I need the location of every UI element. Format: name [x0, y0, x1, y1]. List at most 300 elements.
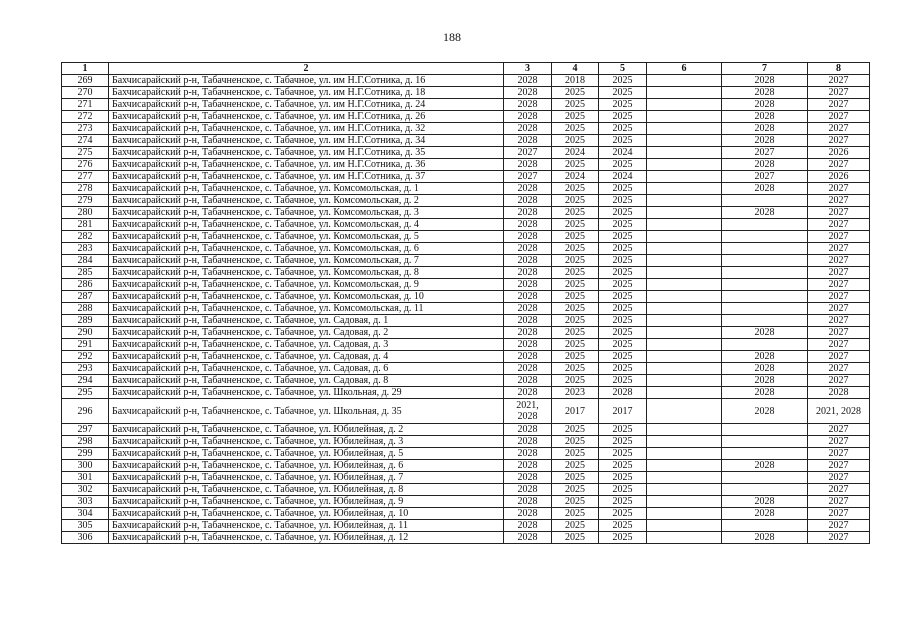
col4-cell: 2025 [552, 472, 599, 484]
col6-cell [647, 291, 722, 303]
table-row [62, 111, 870, 123]
col3-cell: 2028 [504, 87, 552, 99]
col6-cell [647, 135, 722, 147]
col3-cell: 2028 [504, 183, 552, 195]
col6-cell [647, 484, 722, 496]
address-cell: Бахчисарайский р-н, Табачненское, с. Табачное, ул. им Н.Г.Сотника, д. 36 [109, 159, 504, 171]
col5-cell: 2025 [599, 219, 647, 231]
col6-cell [647, 375, 722, 387]
header-cell-6: 6 [647, 63, 722, 75]
table-row [62, 279, 870, 291]
col8-cell: 2027 [808, 123, 870, 135]
col3-cell: 2028 [504, 135, 552, 147]
row-number-cell: 301 [62, 472, 109, 484]
col5-cell: 2025 [599, 375, 647, 387]
col3-cell: 2028 [504, 243, 552, 255]
col8-cell: 2027 [808, 448, 870, 460]
col6-cell [647, 219, 722, 231]
col5-cell: 2025 [599, 195, 647, 207]
col6-cell [647, 279, 722, 291]
col6-cell [647, 75, 722, 87]
address-cell: Бахчисарайский р-н, Табачненское, с. Табачное, ул. Юбилейная, д. 10 [109, 508, 504, 520]
row-number-cell: 275 [62, 147, 109, 159]
col7-cell: 2028 [722, 375, 808, 387]
table-row [62, 243, 870, 255]
col7-cell [722, 291, 808, 303]
row-number-cell: 305 [62, 520, 109, 532]
col3-cell: 2028 [504, 207, 552, 219]
col8-cell: 2027 [808, 532, 870, 544]
col3-cell: 2028 [504, 123, 552, 135]
col7-cell [722, 279, 808, 291]
row-number-cell: 296 [62, 399, 109, 424]
table-row [62, 87, 870, 99]
table-row [62, 135, 870, 147]
col4-cell: 2025 [552, 291, 599, 303]
row-number-cell: 279 [62, 195, 109, 207]
address-cell: Бахчисарайский р-н, Табачненское, с. Табачное, ул. им Н.Г.Сотника, д. 37 [109, 171, 504, 183]
row-number-cell: 284 [62, 255, 109, 267]
row-number-cell: 295 [62, 387, 109, 399]
col4-cell: 2025 [552, 484, 599, 496]
col8-cell: 2027 [808, 520, 870, 532]
table-row [62, 532, 870, 544]
col5-cell: 2025 [599, 460, 647, 472]
col7-cell: 2028 [722, 327, 808, 339]
col3-cell: 2028 [504, 339, 552, 351]
col4-cell: 2025 [552, 496, 599, 508]
col4-cell: 2025 [552, 87, 599, 99]
col6-cell [647, 243, 722, 255]
col8-cell: 2027 [808, 255, 870, 267]
col4-cell: 2025 [552, 460, 599, 472]
table-row [62, 219, 870, 231]
col4-cell: 2025 [552, 123, 599, 135]
col4-cell: 2025 [552, 436, 599, 448]
row-number-cell: 298 [62, 436, 109, 448]
col6-cell [647, 327, 722, 339]
col4-cell: 2025 [552, 219, 599, 231]
table-row [62, 508, 870, 520]
row-number-cell: 291 [62, 339, 109, 351]
col5-cell: 2025 [599, 231, 647, 243]
col8-cell: 2027 [808, 75, 870, 87]
col5-cell: 2025 [599, 159, 647, 171]
address-cell: Бахчисарайский р-н, Табачненское, с. Табачное, ул. Садовая, д. 3 [109, 339, 504, 351]
col8-cell: 2027 [808, 159, 870, 171]
col7-cell [722, 484, 808, 496]
col5-cell: 2025 [599, 207, 647, 219]
page-number: 188 [443, 30, 461, 44]
row-number-cell: 273 [62, 123, 109, 135]
address-cell: Бахчисарайский р-н, Табачненское, с. Табачное, ул. им Н.Г.Сотника, д. 26 [109, 111, 504, 123]
header-cell-7: 7 [722, 63, 808, 75]
address-cell: Бахчисарайский р-н, Табачненское, с. Табачное, ул. Юбилейная, д. 12 [109, 532, 504, 544]
col6-cell [647, 147, 722, 159]
col8-cell: 2027 [808, 279, 870, 291]
table-row [62, 520, 870, 532]
address-cell: Бахчисарайский р-н, Табачненское, с. Табачное, ул. Садовая, д. 2 [109, 327, 504, 339]
header-cell-1: 1 [62, 63, 109, 75]
address-cell: Бахчисарайский р-н, Табачненское, с. Табачное, ул. им Н.Г.Сотника, д. 16 [109, 75, 504, 87]
table-row [62, 231, 870, 243]
col3-cell: 2028 [504, 99, 552, 111]
col7-cell: 2028 [722, 111, 808, 123]
header-cell-4: 4 [552, 63, 599, 75]
table-row [62, 171, 870, 183]
row-number-cell: 276 [62, 159, 109, 171]
col4-cell: 2018 [552, 75, 599, 87]
col4-cell: 2025 [552, 255, 599, 267]
col5-cell: 2024 [599, 147, 647, 159]
col7-cell: 2028 [722, 363, 808, 375]
col4-cell: 2025 [552, 532, 599, 544]
col8-cell: 2027 [808, 351, 870, 363]
col6-cell [647, 111, 722, 123]
col7-cell [722, 339, 808, 351]
col7-cell [722, 315, 808, 327]
col8-cell: 2028 [808, 387, 870, 399]
col6-cell [647, 315, 722, 327]
col8-cell: 2027 [808, 99, 870, 111]
row-number-cell: 299 [62, 448, 109, 460]
col7-cell: 2027 [722, 171, 808, 183]
col4-cell: 2025 [552, 195, 599, 207]
col3-cell: 2028 [504, 351, 552, 363]
col5-cell: 2025 [599, 255, 647, 267]
col7-cell: 2028 [722, 135, 808, 147]
col5-cell: 2025 [599, 135, 647, 147]
table-row [62, 472, 870, 484]
col7-cell: 2028 [722, 99, 808, 111]
table-row [62, 496, 870, 508]
col3-cell: 2028 [504, 327, 552, 339]
col3-cell: 2028 [504, 363, 552, 375]
address-cell: Бахчисарайский р-н, Табачненское, с. Табачное, ул. Комсомольская, д. 5 [109, 231, 504, 243]
col5-cell: 2025 [599, 267, 647, 279]
address-cell: Бахчисарайский р-н, Табачненское, с. Табачное, ул. Юбилейная, д. 8 [109, 484, 504, 496]
col3-cell: 2028 [504, 231, 552, 243]
col8-cell: 2027 [808, 339, 870, 351]
col7-cell [722, 303, 808, 315]
table-row [62, 195, 870, 207]
col8-cell: 2027 [808, 327, 870, 339]
col8-cell: 2027 [808, 315, 870, 327]
table-row [62, 327, 870, 339]
col4-cell: 2025 [552, 520, 599, 532]
address-cell: Бахчисарайский р-н, Табачненское, с. Табачное, ул. Комсомольская, д. 10 [109, 291, 504, 303]
col6-cell [647, 496, 722, 508]
col3-cell: 2028 [504, 436, 552, 448]
row-number-cell: 270 [62, 87, 109, 99]
table-row [62, 255, 870, 267]
col6-cell [647, 339, 722, 351]
col4-cell: 2024 [552, 147, 599, 159]
address-cell: Бахчисарайский р-н, Табачненское, с. Табачное, ул. Комсомольская, д. 3 [109, 207, 504, 219]
row-number-cell: 288 [62, 303, 109, 315]
col6-cell [647, 207, 722, 219]
col5-cell: 2025 [599, 315, 647, 327]
col4-cell: 2025 [552, 231, 599, 243]
col4-cell: 2024 [552, 171, 599, 183]
col5-cell: 2025 [599, 424, 647, 436]
col3-cell: 2028 [504, 111, 552, 123]
col3-cell: 2028 [504, 219, 552, 231]
address-cell: Бахчисарайский р-н, Табачненское, с. Табачное, ул. Юбилейная, д. 5 [109, 448, 504, 460]
col8-cell: 2027 [808, 303, 870, 315]
col8-cell: 2027 [808, 472, 870, 484]
row-number-cell: 285 [62, 267, 109, 279]
header-cell-5: 5 [599, 63, 647, 75]
col4-cell: 2025 [552, 351, 599, 363]
col5-cell: 2025 [599, 111, 647, 123]
col5-cell: 2025 [599, 291, 647, 303]
col5-cell: 2025 [599, 351, 647, 363]
table-body [62, 75, 870, 544]
table-row [62, 375, 870, 387]
table-row [62, 183, 870, 195]
row-number-cell: 292 [62, 351, 109, 363]
col7-cell [722, 520, 808, 532]
table-row [62, 339, 870, 351]
row-number-cell: 278 [62, 183, 109, 195]
col6-cell [647, 159, 722, 171]
row-number-cell: 302 [62, 484, 109, 496]
row-number-cell: 286 [62, 279, 109, 291]
table-row [62, 267, 870, 279]
address-cell: Бахчисарайский р-н, Табачненское, с. Табачное, ул. Садовая, д. 4 [109, 351, 504, 363]
col6-cell [647, 351, 722, 363]
col5-cell: 2024 [599, 171, 647, 183]
col7-cell [722, 448, 808, 460]
col6-cell [647, 255, 722, 267]
row-number-cell: 281 [62, 219, 109, 231]
address-cell: Бахчисарайский р-н, Табачненское, с. Табачное, ул. Комсомольская, д. 9 [109, 279, 504, 291]
address-cell: Бахчисарайский р-н, Табачненское, с. Табачное, ул. Юбилейная, д. 11 [109, 520, 504, 532]
col4-cell: 2025 [552, 327, 599, 339]
address-cell: Бахчисарайский р-н, Табачненское, с. Табачное, ул. им Н.Г.Сотника, д. 34 [109, 135, 504, 147]
table-row [62, 147, 870, 159]
address-cell: Бахчисарайский р-н, Табачненское, с. Табачное, ул. им Н.Г.Сотника, д. 24 [109, 99, 504, 111]
table-row [62, 363, 870, 375]
col3-cell: 2028 [504, 267, 552, 279]
row-number-cell: 274 [62, 135, 109, 147]
col4-cell: 2025 [552, 243, 599, 255]
header-cell-3: 3 [504, 63, 552, 75]
row-number-cell: 289 [62, 315, 109, 327]
col8-cell: 2027 [808, 484, 870, 496]
col7-cell: 2028 [722, 75, 808, 87]
row-number-cell: 297 [62, 424, 109, 436]
col7-cell: 2028 [722, 508, 808, 520]
col5-cell: 2025 [599, 496, 647, 508]
col5-cell: 2025 [599, 75, 647, 87]
col3-cell: 2027 [504, 171, 552, 183]
col6-cell [647, 399, 722, 424]
table-row [62, 460, 870, 472]
table-row [62, 448, 870, 460]
table-row [62, 387, 870, 399]
col4-cell: 2025 [552, 339, 599, 351]
col3-cell: 2028 [504, 303, 552, 315]
col6-cell [647, 267, 722, 279]
col7-cell [722, 424, 808, 436]
col7-cell [722, 472, 808, 484]
col7-cell: 2028 [722, 159, 808, 171]
col3-cell: 2028 [504, 472, 552, 484]
address-cell: Бахчисарайский р-н, Табачненское, с. Табачное, ул. Школьная, д. 29 [109, 387, 504, 399]
col7-cell [722, 231, 808, 243]
col8-cell: 2027 [808, 219, 870, 231]
address-cell: Бахчисарайский р-н, Табачненское, с. Табачное, ул. Комсомольская, д. 11 [109, 303, 504, 315]
col4-cell: 2025 [552, 315, 599, 327]
col8-cell: 2027 [808, 87, 870, 99]
header-cell-8: 8 [808, 63, 870, 75]
row-number-cell: 300 [62, 460, 109, 472]
col6-cell [647, 460, 722, 472]
col4-cell: 2025 [552, 424, 599, 436]
col5-cell: 2025 [599, 183, 647, 195]
address-cell: Бахчисарайский р-н, Табачненское, с. Табачное, ул. им Н.Г.Сотника, д. 35 [109, 147, 504, 159]
col3-cell: 2028 [504, 279, 552, 291]
col6-cell [647, 387, 722, 399]
row-number-cell: 290 [62, 327, 109, 339]
address-cell: Бахчисарайский р-н, Табачненское, с. Табачное, ул. Комсомольская, д. 4 [109, 219, 504, 231]
col5-cell: 2028 [599, 387, 647, 399]
col4-cell: 2017 [552, 399, 599, 424]
col8-cell: 2027 [808, 424, 870, 436]
col4-cell: 2025 [552, 183, 599, 195]
col6-cell [647, 520, 722, 532]
col7-cell [722, 243, 808, 255]
col7-cell: 2028 [722, 183, 808, 195]
table-row [62, 159, 870, 171]
col7-cell: 2028 [722, 460, 808, 472]
col4-cell: 2025 [552, 279, 599, 291]
table-row [62, 315, 870, 327]
col7-cell [722, 267, 808, 279]
table-row [62, 99, 870, 111]
col7-cell [722, 436, 808, 448]
col7-cell: 2028 [722, 387, 808, 399]
col3-cell: 2028 [504, 508, 552, 520]
col4-cell: 2025 [552, 207, 599, 219]
data-table [61, 62, 870, 544]
row-number-cell: 282 [62, 231, 109, 243]
col3-cell: 2028 [504, 532, 552, 544]
address-cell: Бахчисарайский р-н, Табачненское, с. Табачное, ул. Садовая, д. 8 [109, 375, 504, 387]
col8-cell: 2027 [808, 291, 870, 303]
col3-cell: 2028 [504, 484, 552, 496]
col5-cell: 2025 [599, 243, 647, 255]
row-number-cell: 294 [62, 375, 109, 387]
address-cell: Бахчисарайский р-н, Табачненское, с. Табачное, ул. им Н.Г.Сотника, д. 32 [109, 123, 504, 135]
col5-cell: 2025 [599, 123, 647, 135]
col3-cell: 2028 [504, 520, 552, 532]
address-cell: Бахчисарайский р-н, Табачненское, с. Табачное, ул. Юбилейная, д. 3 [109, 436, 504, 448]
col3-cell: 2028 [504, 387, 552, 399]
col4-cell: 2025 [552, 508, 599, 520]
col3-cell: 2028 [504, 424, 552, 436]
row-number-cell: 306 [62, 532, 109, 544]
col8-cell: 2027 [808, 363, 870, 375]
col6-cell [647, 231, 722, 243]
col6-cell [647, 508, 722, 520]
col5-cell: 2025 [599, 532, 647, 544]
col4-cell: 2025 [552, 99, 599, 111]
col8-cell: 2027 [808, 436, 870, 448]
col4-cell: 2023 [552, 387, 599, 399]
col6-cell [647, 424, 722, 436]
address-cell: Бахчисарайский р-н, Табачненское, с. Табачное, ул. Комсомольская, д. 7 [109, 255, 504, 267]
table-row [62, 303, 870, 315]
col7-cell: 2028 [722, 87, 808, 99]
col3-cell: 2028 [504, 460, 552, 472]
col5-cell: 2025 [599, 363, 647, 375]
col3-cell: 2028 [504, 159, 552, 171]
col8-cell: 2027 [808, 267, 870, 279]
col5-cell: 2025 [599, 520, 647, 532]
col4-cell: 2025 [552, 363, 599, 375]
address-cell: Бахчисарайский р-н, Табачненское, с. Табачное, ул. Садовая, д. 6 [109, 363, 504, 375]
row-number-cell: 272 [62, 111, 109, 123]
col6-cell [647, 303, 722, 315]
col6-cell [647, 532, 722, 544]
col8-cell: 2027 [808, 207, 870, 219]
table-row [62, 424, 870, 436]
row-number-cell: 304 [62, 508, 109, 520]
col8-cell: 2027 [808, 508, 870, 520]
col6-cell [647, 195, 722, 207]
address-cell: Бахчисарайский р-н, Табачненское, с. Табачное, ул. Юбилейная, д. 9 [109, 496, 504, 508]
col4-cell: 2025 [552, 375, 599, 387]
col7-cell: 2027 [722, 147, 808, 159]
address-cell: Бахчисарайский р-н, Табачненское, с. Табачное, ул. Комсомольская, д. 2 [109, 195, 504, 207]
col6-cell [647, 472, 722, 484]
address-cell: Бахчисарайский р-н, Табачненское, с. Табачное, ул. Садовая, д. 1 [109, 315, 504, 327]
table-row [62, 291, 870, 303]
col7-cell: 2028 [722, 399, 808, 424]
table-row [62, 75, 870, 87]
col6-cell [647, 436, 722, 448]
col7-cell: 2028 [722, 532, 808, 544]
col5-cell: 2025 [599, 99, 647, 111]
col5-cell: 2025 [599, 508, 647, 520]
col5-cell: 2025 [599, 484, 647, 496]
col7-cell: 2028 [722, 496, 808, 508]
col6-cell [647, 123, 722, 135]
col8-cell: 2027 [808, 195, 870, 207]
col4-cell: 2025 [552, 303, 599, 315]
address-cell: Бахчисарайский р-н, Табачненское, с. Табачное, ул. им Н.Г.Сотника, д. 18 [109, 87, 504, 99]
col4-cell: 2025 [552, 111, 599, 123]
col3-cell: 2028 [504, 75, 552, 87]
col5-cell: 2025 [599, 472, 647, 484]
col3-cell: 2028 [504, 195, 552, 207]
row-number-cell: 269 [62, 75, 109, 87]
col4-cell: 2025 [552, 135, 599, 147]
col3-cell: 2028 [504, 375, 552, 387]
col6-cell [647, 183, 722, 195]
col7-cell [722, 255, 808, 267]
table-row [62, 399, 870, 424]
col3-cell: 2028 [504, 315, 552, 327]
table-row [62, 123, 870, 135]
col5-cell: 2025 [599, 448, 647, 460]
address-cell: Бахчисарайский р-н, Табачненское, с. Табачное, ул. Юбилейная, д. 2 [109, 424, 504, 436]
col8-cell: 2027 [808, 375, 870, 387]
col6-cell [647, 363, 722, 375]
